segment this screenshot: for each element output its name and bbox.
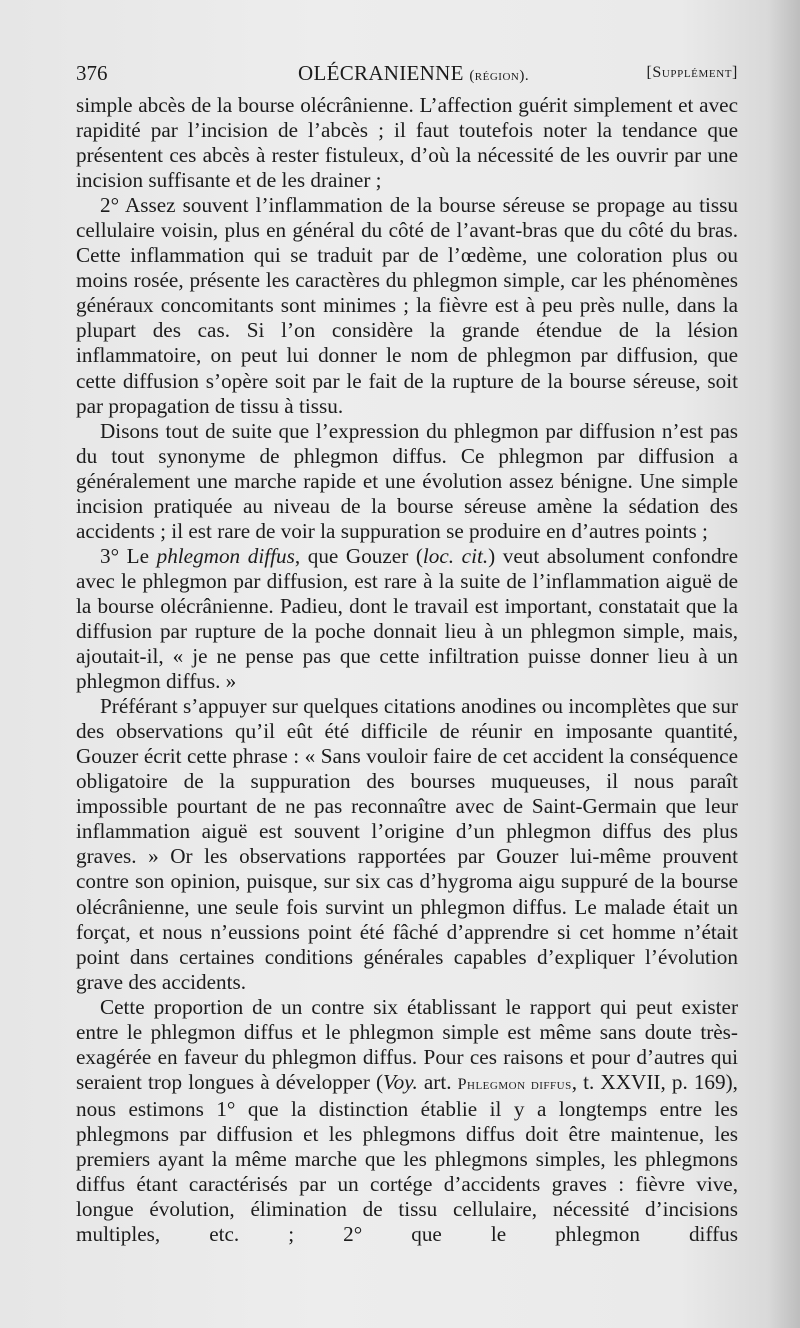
paragraph-4 <box>76 544 738 694</box>
paragraph-4-italic-citation: loc. cit. <box>422 543 489 568</box>
page-number: 376 <box>76 61 108 85</box>
paragraph-6 <box>76 995 738 1247</box>
running-header <box>76 58 738 88</box>
paragraph-6-smallcaps-ref: Phlegmon diffus <box>457 1075 572 1093</box>
paragraph-4-italic-term: phlegmon diffus <box>156 543 295 568</box>
running-title <box>298 58 529 91</box>
section-label: [Supplément] <box>646 64 738 81</box>
paragraph-6-italic-voy: Voy. <box>383 1069 418 1094</box>
paragraph-4-text-c: ) veut absolument confondre avec le phlegmon par diffusion, est rare à la suite de l’inflammation aiguë de la bourse olécrânienne. Padieu, dont le travail est important, constatait que la diffusion par rupture de la poche donnait lieu à un phlegmon simple, mais, ajoutait-il, « je ne pense pas que cette infiltration puisse donner lieu à un phlegmon diffus. » <box>76 543 739 694</box>
paragraph-6-text-b: art. <box>417 1069 458 1094</box>
paragraph-3: Disons tout de suite que l’expression du phlegmon par diffusion n’est pas du tout synonyme de phlegmon diffus. Ce phlegmon par diffusion a généralement une marche rapide et une évolution assez bénigne. Une simple incision pratiquée au niveau de la bourse séreuse amène la sédation des accidents ; il est rare de voir la suppuration se produire en d’autres points ; <box>76 418 738 543</box>
paragraph-4-text-a: 3° Le <box>100 543 157 568</box>
paragraph-5: Préférant s’appuyer sur quelques citations anodines ou incomplètes que sur des observations qu’il eût été difficile de réunir en imposante quantité, Gouzer écrit cette phrase : « Sans vouloir faire de cet accident la conséquence obligatoire de la suppuration des bourses muqueuses, il nous paraît impossible pourtant de ne pas reconnaître avec de Saint-Germain que leur inflammation aiguë est souvent l’origine d’un phlegmon diffus des plus graves. » Or les observations rapportées par Gouzer lui-même prouvent contre son opinion, puisque, sur six cas d’hygroma aigu suppuré de la bourse olécrânienne, une seule fois survint un phlegmon diffus. Le malade était un forçat, et nous n’eussions point été fâché d’apprendre si cet homme n’était point dans certaines conditions générales capables d’expliquer l’évolution grave des accidents. <box>76 694 738 994</box>
running-title-main: OLÉCRANIENNE <box>298 61 464 85</box>
running-title-sub: (région). <box>469 68 530 84</box>
text-body <box>76 93 738 1247</box>
paragraph-6-text-a: Cette proportion de un contre six établissant le rapport qui peut exister entre le phlegmon diffus et le phlegmon simple est même sans doute très-exagérée en faveur du phlegmon diffus. Pour ces raisons et pour d’autres qui seraient trop longues à développer ( <box>76 994 738 1094</box>
paragraph-6-text-c: , t. XXVII, p. 169), nous estimons 1° que la distinction établie il y a longtemps entre les phlegmons par diffusion et les phlegmons diffus doit être maintenue, les premiers ayant la même marche que les phlegmons simples, les phlegmons diffus étant caractérisés par un cortége d’accidents graves : fièvre vive, longue évolution, élimination de tissu cellulaire, nécessité d’incisions multiples, etc. ; 2° que le phlegmon diffus <box>76 1069 738 1247</box>
paragraph-4-text-b: , que Gouzer ( <box>294 543 423 568</box>
paragraph-1: simple abcès de la bourse olécrânienne. L’affection guérit simplement et avec rapidité par l’incision de l’abcès ; il faut toutefois noter la tendance que présentent ces abcès à rester fistuleux, d’où la nécessité de les ouvrir par une incision suffisante et de les drainer ; <box>76 93 738 193</box>
paragraph-2: 2° Assez souvent l’inflammation de la bourse séreuse se propage au tissu cellulaire voisin, plus en général du côté de l’avant-bras que du côté du bras. Cette inflammation qui se traduit par de l’œdème, une coloration plus ou moins rosée, présente les caractères du phlegmon simple, car les phénomènes généraux concomitants sont minimes ; la fièvre est à peu près nulle, dans la plupart des cas. Si l’on considère la grande étendue de la lésion inflammatoire, on peut lui donner le nom de phlegmon par diffusion, que cette diffusion s’opère soit par le fait de la rupture de la bourse séreuse, soit par propagation de tissu à tissu. <box>76 193 738 418</box>
